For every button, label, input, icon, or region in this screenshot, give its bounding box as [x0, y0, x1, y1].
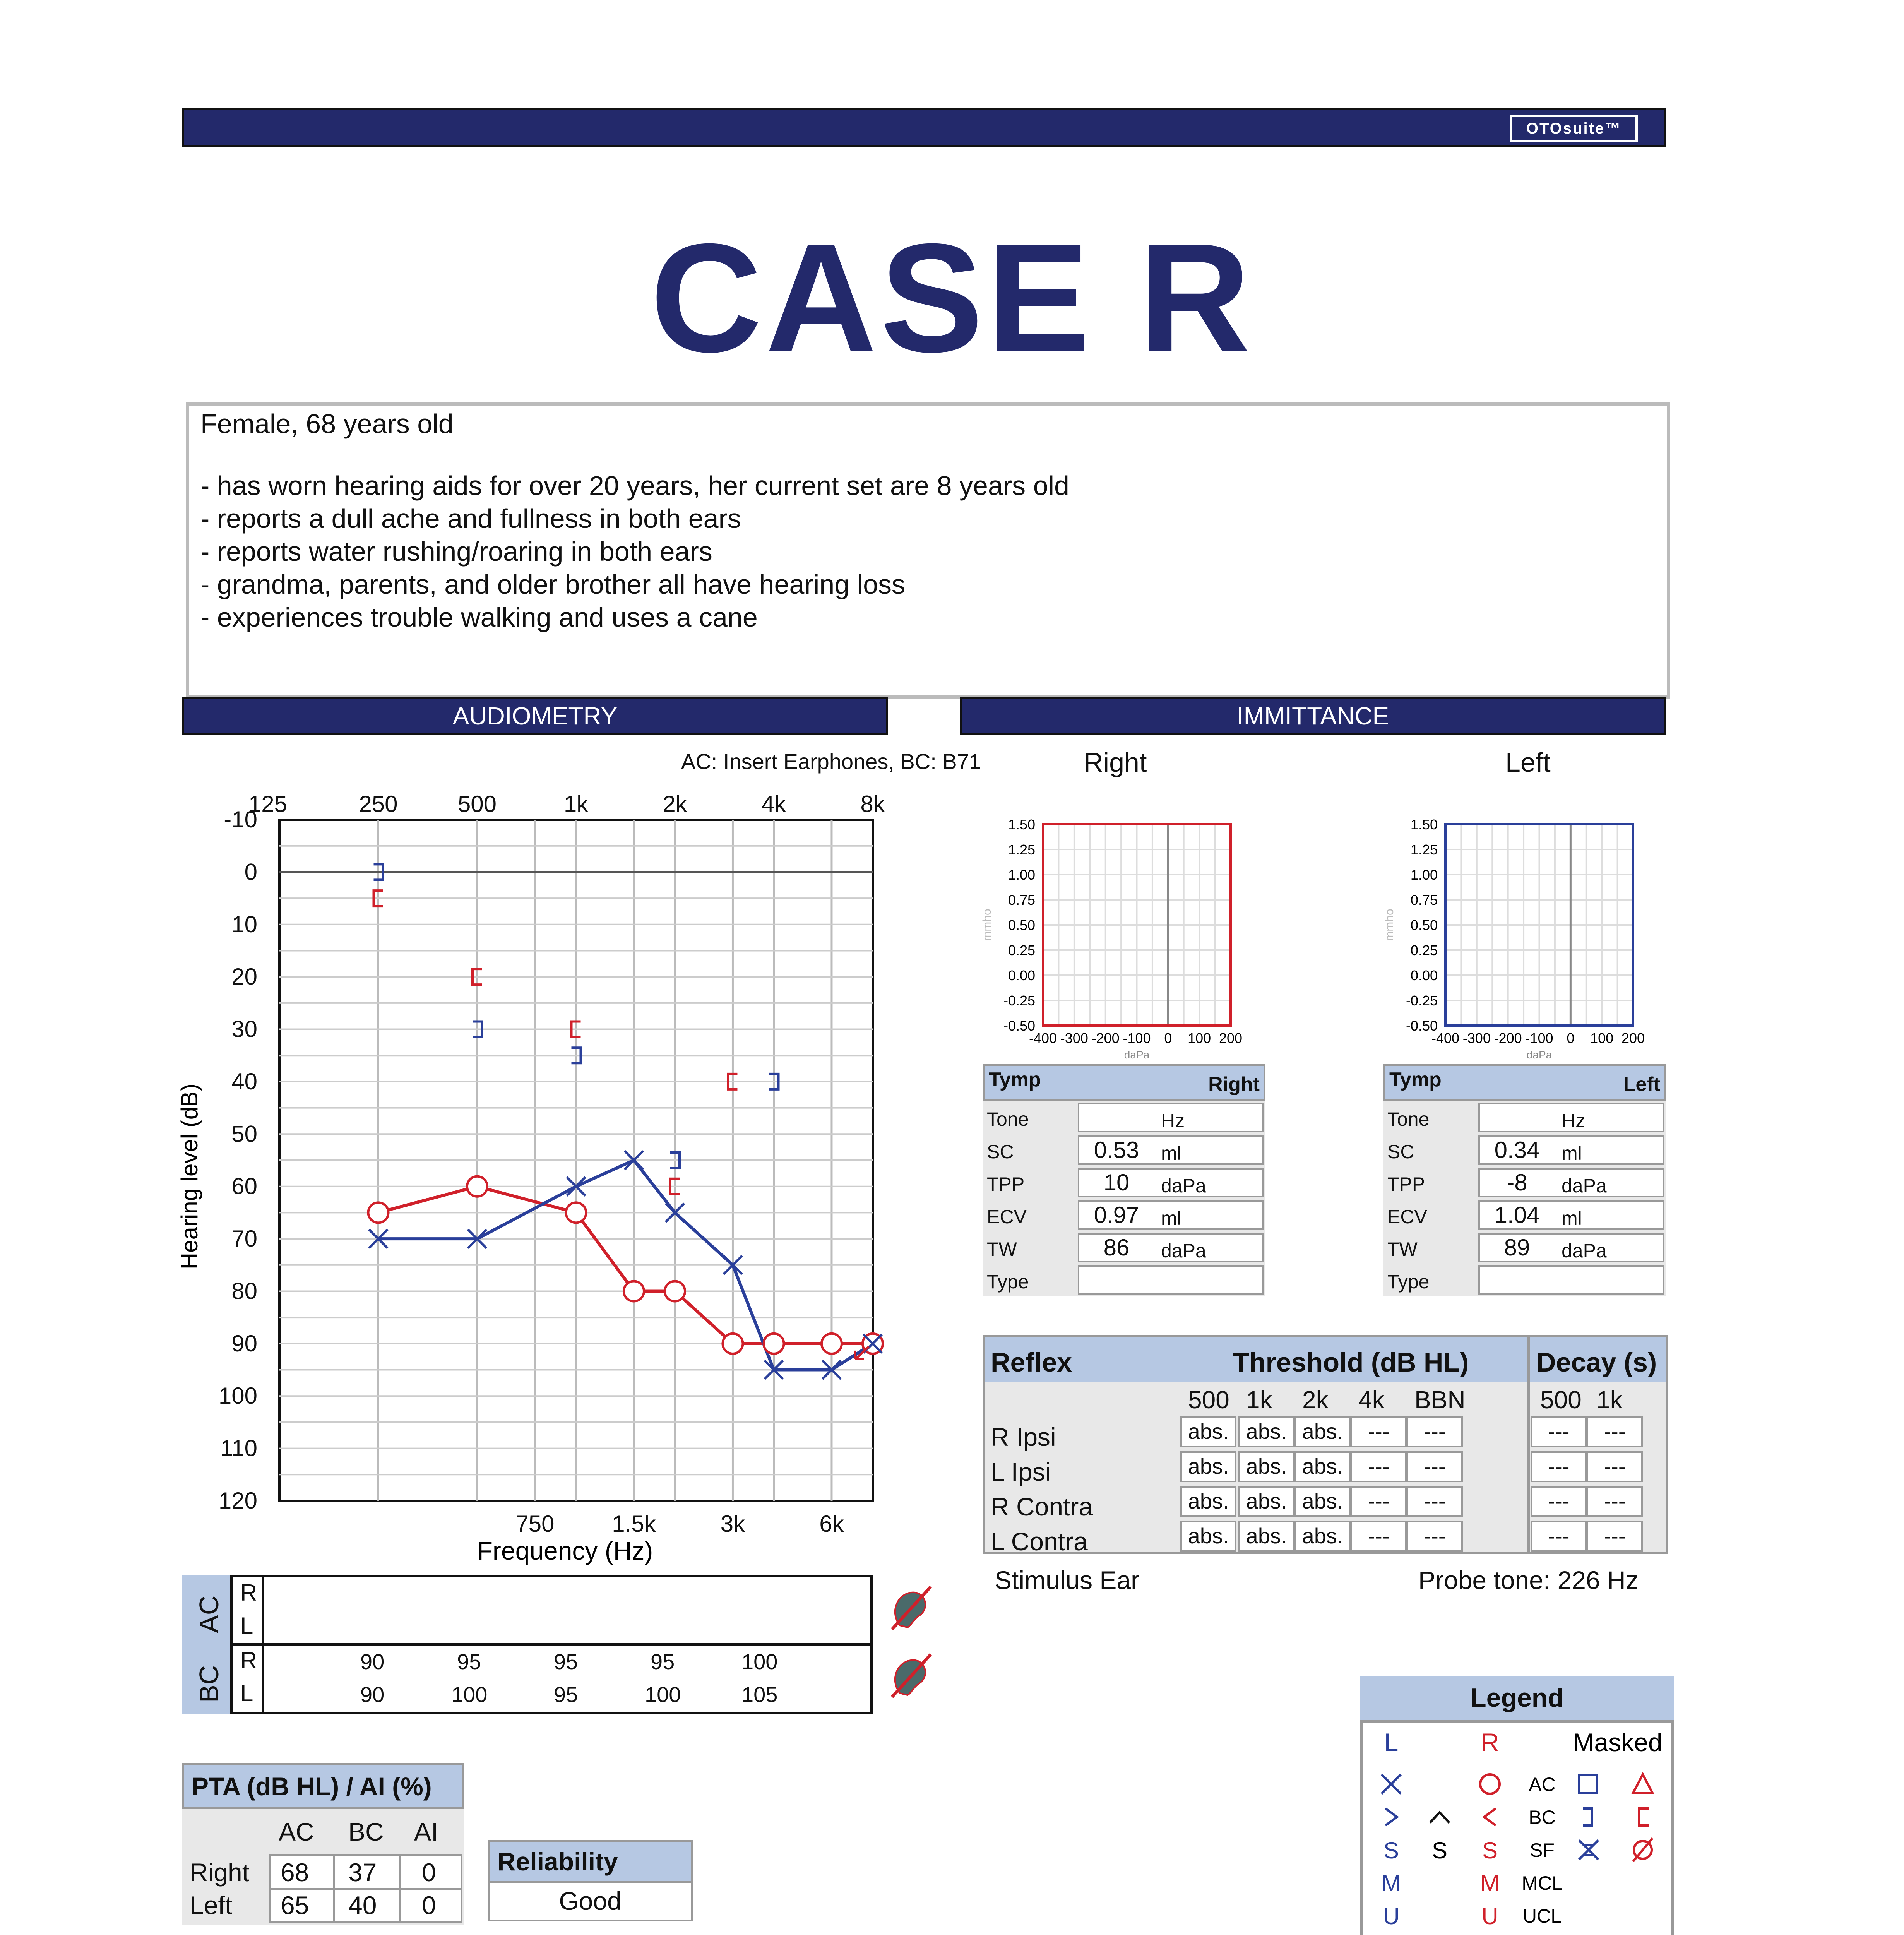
freq-tick-label: 4k — [761, 791, 786, 817]
case-note: - experiences trouble walking and uses a cane — [200, 602, 758, 632]
header-bar — [182, 108, 1666, 147]
case-description — [186, 402, 1670, 699]
tymp-unit: daPa — [1562, 1175, 1607, 1197]
tymp-y-tick: 0.75 — [1008, 892, 1035, 908]
legend-right-ac-icon — [1480, 1774, 1500, 1794]
db-tick-label: 50 — [231, 1121, 257, 1147]
tymp-row-label: TW — [1387, 1238, 1418, 1260]
tymp-unit: ml — [1562, 1207, 1582, 1229]
case-intro: Female, 68 years old — [200, 409, 454, 439]
freq-tick-label: 250 — [359, 791, 398, 817]
reflex-value: abs. — [1180, 1451, 1236, 1482]
legend-title: Legend — [1360, 1676, 1674, 1720]
right-ac-point — [566, 1202, 586, 1223]
tymp-y-tick: 0.00 — [1410, 968, 1438, 983]
reflex-title: Reflex — [991, 1347, 1072, 1377]
freq-tick-label: 8k — [860, 791, 885, 817]
reflex-freq: 4k — [1358, 1386, 1385, 1414]
reflex-value: --- — [1351, 1486, 1407, 1517]
db-tick-label: 10 — [231, 911, 257, 937]
legend-right-sf: S — [1482, 1837, 1498, 1863]
freq-tick-label: 1k — [563, 791, 589, 817]
case-note: - has worn hearing aids for over 20 years, her current set are 8 years old — [200, 471, 1069, 501]
tymp-x-tick: 100 — [1590, 1030, 1614, 1046]
reflex-row-label: R Contra — [991, 1492, 1093, 1521]
reflex-value: --- — [1407, 1521, 1463, 1552]
tymp-value: 1.04 — [1494, 1202, 1540, 1228]
reflex-value: abs. — [1238, 1451, 1294, 1482]
reflex-value: abs. — [1180, 1521, 1236, 1552]
decay-value: --- — [1587, 1451, 1643, 1482]
reflex-value: abs. — [1238, 1486, 1294, 1517]
tymp-unit: daPa — [1161, 1175, 1206, 1197]
bc-left-value: 95 — [554, 1682, 578, 1707]
reflex-value: --- — [1407, 1416, 1463, 1447]
masking-ac-r: R — [240, 1580, 257, 1606]
freq-tick-label: 3k — [720, 1511, 745, 1537]
tymp-ear: Left — [1623, 1073, 1660, 1096]
immittance-bar: IMMITTANCE — [960, 697, 1666, 735]
legend-row-label: MCL — [1522, 1872, 1563, 1894]
tymp-unit: Hz — [1562, 1110, 1586, 1132]
audiometry-bar: AUDIOMETRY — [182, 697, 888, 735]
db-tick-label: 80 — [231, 1278, 257, 1304]
tymp-row-label: TPP — [1387, 1173, 1425, 1195]
tymp-row-label: TPP — [987, 1173, 1025, 1195]
masking-side — [182, 1575, 232, 1714]
tymp-x-tick: -100 — [1525, 1030, 1553, 1046]
tymp-table-left — [1383, 1064, 1666, 1304]
tymp-y-tick: 1.25 — [1410, 842, 1438, 858]
tymp-y-tick: 0.25 — [1410, 942, 1438, 958]
freq-tick-label: 125 — [248, 791, 288, 817]
y-axis-label: Hearing level (dB) — [176, 1083, 202, 1270]
reflex-row-label: L Ipsi — [991, 1457, 1051, 1486]
legend-l: L — [1384, 1728, 1399, 1757]
reflex-row-label: L Contra — [991, 1527, 1088, 1556]
tymp-row-label: SC — [987, 1141, 1014, 1163]
tymp-x-tick: 100 — [1188, 1030, 1211, 1046]
legend-right-ac-masked-icon — [1633, 1774, 1652, 1793]
legend-left-ucl: U — [1383, 1903, 1400, 1929]
tymp-x-tick: -200 — [1494, 1030, 1522, 1046]
reflex-value: abs. — [1180, 1416, 1236, 1447]
tymp-cell — [1078, 1265, 1264, 1295]
pta-title: PTA (dB HL) / AI (%) — [192, 1772, 432, 1801]
stimulus-ear: Stimulus Ear — [995, 1566, 1140, 1594]
legend-row-label: SF — [1530, 1839, 1555, 1861]
tymp-value: 0.34 — [1494, 1137, 1540, 1163]
legend-left-bc-icon — [1385, 1808, 1397, 1825]
decay-value: --- — [1531, 1416, 1587, 1447]
reflex-freq: 500 — [1188, 1386, 1229, 1414]
tymp-y-tick: 1.00 — [1008, 867, 1035, 883]
pta-header — [182, 1763, 464, 1809]
reflex-value: abs. — [1294, 1486, 1351, 1517]
tymp-row-label: TW — [987, 1238, 1017, 1260]
reflex-value: abs. — [1294, 1521, 1351, 1552]
tymp-row-label: Type — [987, 1271, 1029, 1293]
reflex-value: --- — [1351, 1521, 1407, 1552]
reflex-freq: BBN — [1414, 1386, 1466, 1414]
right-ac-point — [723, 1334, 743, 1354]
tymp-x-tick: -400 — [1029, 1030, 1057, 1046]
db-tick-label: 0 — [244, 859, 257, 885]
tymp-value: 10 — [1103, 1170, 1130, 1195]
legend-left-bc-masked-icon — [1583, 1808, 1592, 1825]
legend-row-label: AC — [1529, 1774, 1556, 1795]
pta-value: 68 — [281, 1858, 309, 1887]
pta-row-label: Right — [190, 1858, 250, 1887]
legend-right-bc-masked-icon — [1639, 1808, 1649, 1825]
legend-row-label: UCL — [1522, 1905, 1562, 1927]
reflex-value: --- — [1351, 1416, 1407, 1447]
tymp-ear: Right — [1208, 1073, 1260, 1096]
legend-bin-sf: S — [1431, 1837, 1448, 1863]
tymp-x-tick: 200 — [1621, 1030, 1645, 1046]
tymp-y-tick: -0.50 — [1406, 1018, 1438, 1034]
reliability-title: Reliability — [497, 1847, 618, 1876]
reflex-value: abs. — [1294, 1451, 1351, 1482]
legend-left-mcl: M — [1382, 1870, 1401, 1896]
legend — [1360, 1676, 1674, 1935]
db-tick-label: 30 — [231, 1016, 257, 1042]
masking-ac-icon — [884, 1583, 938, 1633]
pta-col: BC — [348, 1817, 384, 1846]
decay-freq: 500 — [1540, 1386, 1582, 1414]
right-ac-point — [764, 1334, 784, 1354]
decay-value: --- — [1531, 1486, 1587, 1517]
decay-freq: 1k — [1596, 1386, 1623, 1414]
tymp-y-tick: 1.50 — [1410, 817, 1438, 832]
db-tick-label: 70 — [231, 1226, 257, 1252]
tymp-unit: daPa — [1161, 1240, 1206, 1262]
tymp-unit: daPa — [1562, 1240, 1607, 1262]
legend-masked: Masked — [1573, 1728, 1663, 1757]
legend-left-ac-icon — [1382, 1774, 1401, 1794]
bc-left-value: 100 — [645, 1682, 681, 1707]
tymp-y-tick: -0.50 — [1003, 1018, 1035, 1034]
page-title: CASE R — [650, 211, 1254, 384]
tymp-x-tick: -300 — [1462, 1030, 1491, 1046]
legend-right-bc-icon — [1484, 1808, 1496, 1825]
pta-col: AC — [279, 1817, 314, 1846]
bc-right-value: 95 — [457, 1649, 481, 1674]
decay-value: --- — [1587, 1416, 1643, 1447]
tymp-x-tick: -200 — [1091, 1030, 1120, 1046]
right-ac-point — [665, 1281, 685, 1301]
tymp-y-tick: 0.50 — [1410, 917, 1438, 933]
decay-value: --- — [1587, 1486, 1643, 1517]
freq-tick-label: 1.5k — [612, 1511, 656, 1537]
tymp-left-label: Left — [1505, 747, 1551, 777]
db-tick-label: -10 — [224, 807, 257, 832]
tymp-y-tick: 1.25 — [1008, 842, 1035, 858]
tymp-y-tick: -0.25 — [1406, 993, 1438, 1009]
reliability-header — [488, 1840, 693, 1883]
tymp-y-tick: -0.25 — [1003, 993, 1035, 1009]
masking-ac-label: AC — [194, 1595, 224, 1633]
audiogram-grid — [279, 820, 873, 1501]
tymp-value: 0.53 — [1094, 1137, 1139, 1163]
reflex-row-label: R Ipsi — [991, 1423, 1056, 1451]
pta-value: 40 — [348, 1891, 377, 1920]
right-ac-point — [624, 1281, 644, 1301]
tympanogram-left — [1370, 809, 1664, 1060]
reflex-freq: 2k — [1302, 1386, 1329, 1414]
pta-value: 37 — [348, 1858, 377, 1887]
reflex-value: --- — [1351, 1451, 1407, 1482]
reflex-threshold-title: Threshold (dB HL) — [1233, 1347, 1469, 1377]
case-note: - reports a dull ache and fullness in both ears — [200, 503, 741, 534]
case-note: - grandma, parents, and older brother all have hearing loss — [200, 569, 906, 599]
masking-table — [230, 1575, 873, 1714]
tymp-right-label: Right — [1084, 747, 1147, 777]
tymp-unit: ml — [1562, 1142, 1582, 1164]
tymp-x-unit: daPa — [1526, 1049, 1552, 1060]
probe-tone: Probe tone: 226 Hz — [1418, 1566, 1639, 1594]
bc-right-value: 95 — [554, 1649, 578, 1674]
reflex-table — [983, 1335, 1668, 1554]
db-tick-label: 120 — [218, 1488, 257, 1514]
pta-value: 0 — [422, 1858, 436, 1887]
bc-right-value: 90 — [360, 1649, 385, 1674]
legend-right-mcl: M — [1480, 1870, 1500, 1896]
tymp-x-tick: 200 — [1219, 1030, 1243, 1046]
tymp-cell — [1478, 1265, 1664, 1295]
tymp-value: 89 — [1504, 1235, 1530, 1260]
tymp-row-label: Type — [1387, 1271, 1430, 1293]
reflex-decay-title: Decay (s) — [1536, 1347, 1657, 1377]
pta-row-label: Left — [190, 1891, 233, 1920]
db-tick-label: 110 — [220, 1435, 257, 1461]
legend-bin-bc-icon — [1430, 1812, 1449, 1823]
pta-value: 65 — [281, 1891, 309, 1920]
tymp-value: -8 — [1507, 1170, 1527, 1195]
tymp-unit: ml — [1161, 1142, 1181, 1164]
bc-left-value: 90 — [360, 1682, 385, 1707]
right-ac-point — [467, 1176, 487, 1197]
db-tick-label: 40 — [231, 1068, 257, 1094]
tymp-y-unit: mmho — [1383, 909, 1396, 941]
reflex-freq: 1k — [1246, 1386, 1272, 1414]
reflex-value: abs. — [1238, 1521, 1294, 1552]
legend-right-ucl: U — [1481, 1903, 1498, 1929]
masking-bc-label: BC — [194, 1665, 224, 1703]
reliability-value: Good — [488, 1881, 693, 1921]
masking-bc-icon — [884, 1651, 938, 1701]
tymp-unit: ml — [1161, 1207, 1181, 1229]
right-ac-point — [822, 1334, 842, 1354]
tymp-x-tick: 0 — [1567, 1030, 1575, 1046]
bc-right-value: 95 — [651, 1649, 675, 1674]
tymp-x-unit: daPa — [1124, 1049, 1150, 1060]
reflex-value: --- — [1407, 1451, 1463, 1482]
bc-right-value: 100 — [741, 1649, 778, 1674]
legend-row-label: BC — [1529, 1807, 1556, 1828]
legend-left-sf: S — [1383, 1837, 1399, 1863]
tymp-title: Tymp — [989, 1069, 1041, 1091]
tymp-row-label: ECV — [987, 1206, 1027, 1228]
freq-tick-label: 6k — [819, 1511, 844, 1537]
tymp-y-tick: 1.50 — [1008, 817, 1035, 832]
tymp-x-tick: 0 — [1164, 1030, 1172, 1046]
case-note: - reports water rushing/roaring in both ears — [200, 536, 712, 567]
decay-value: --- — [1531, 1521, 1587, 1552]
tymp-row-label: ECV — [1387, 1206, 1427, 1228]
db-tick-label: 100 — [218, 1383, 257, 1409]
masking-bc-r: R — [240, 1647, 257, 1673]
db-tick-label: 60 — [231, 1173, 257, 1199]
transducer-note: AC: Insert Earphones, BC: B71 — [681, 749, 981, 774]
tymp-x-tick: -400 — [1431, 1030, 1460, 1046]
tymp-value: 86 — [1103, 1235, 1130, 1260]
reflex-value: abs. — [1238, 1416, 1294, 1447]
tymp-value: 0.97 — [1094, 1202, 1139, 1228]
tymp-x-tick: -100 — [1123, 1030, 1151, 1046]
tymp-row-label: Tone — [1387, 1108, 1430, 1130]
bc-left-value: 100 — [451, 1682, 488, 1707]
bc-left-value: 105 — [741, 1682, 778, 1707]
freq-tick-label: 750 — [515, 1511, 555, 1537]
pta-col: AI — [414, 1817, 438, 1846]
reflex-value: abs. — [1180, 1486, 1236, 1517]
audiogram — [163, 774, 898, 1579]
freq-tick-label: 500 — [457, 791, 497, 817]
db-tick-label: 20 — [231, 964, 257, 990]
tymp-y-tick: 0.75 — [1410, 892, 1438, 908]
tympanogram-right — [967, 809, 1262, 1060]
tymp-y-tick: 0.25 — [1008, 942, 1035, 958]
tymp-unit: Hz — [1161, 1110, 1185, 1132]
pta-value: 0 — [422, 1891, 436, 1920]
pta-table — [182, 1809, 464, 1925]
tymp-row-label: SC — [1387, 1141, 1414, 1163]
reflex-value: abs. — [1294, 1416, 1351, 1447]
tymp-y-tick: 1.00 — [1410, 867, 1438, 883]
legend-r: R — [1481, 1728, 1499, 1757]
tymp-title: Tymp — [1389, 1069, 1442, 1091]
db-tick-label: 90 — [231, 1330, 257, 1356]
decay-value: --- — [1587, 1521, 1643, 1552]
legend-left-ac-masked-icon — [1579, 1775, 1597, 1793]
tymp-y-unit: mmho — [981, 909, 993, 941]
reflex-value: --- — [1407, 1486, 1463, 1517]
right-ac-point — [368, 1202, 389, 1223]
tymp-table-right — [983, 1064, 1265, 1304]
legend-symbols — [1360, 1720, 1674, 1935]
masking-ac-l: L — [240, 1613, 253, 1639]
tymp-row-label: Tone — [987, 1108, 1029, 1130]
tymp-y-tick: 0.50 — [1008, 917, 1035, 933]
decay-value: --- — [1531, 1451, 1587, 1482]
x-axis-label: Frequency (Hz) — [477, 1536, 653, 1565]
legend-left-masked-sf-icon — [1579, 1840, 1598, 1860]
otosuite-logo: OTOsuite™ — [1510, 115, 1638, 142]
tymp-y-tick: 0.00 — [1008, 968, 1035, 983]
tymp-x-tick: -300 — [1060, 1030, 1088, 1046]
masking-bc-l: L — [240, 1680, 253, 1706]
freq-tick-label: 2k — [663, 791, 687, 817]
